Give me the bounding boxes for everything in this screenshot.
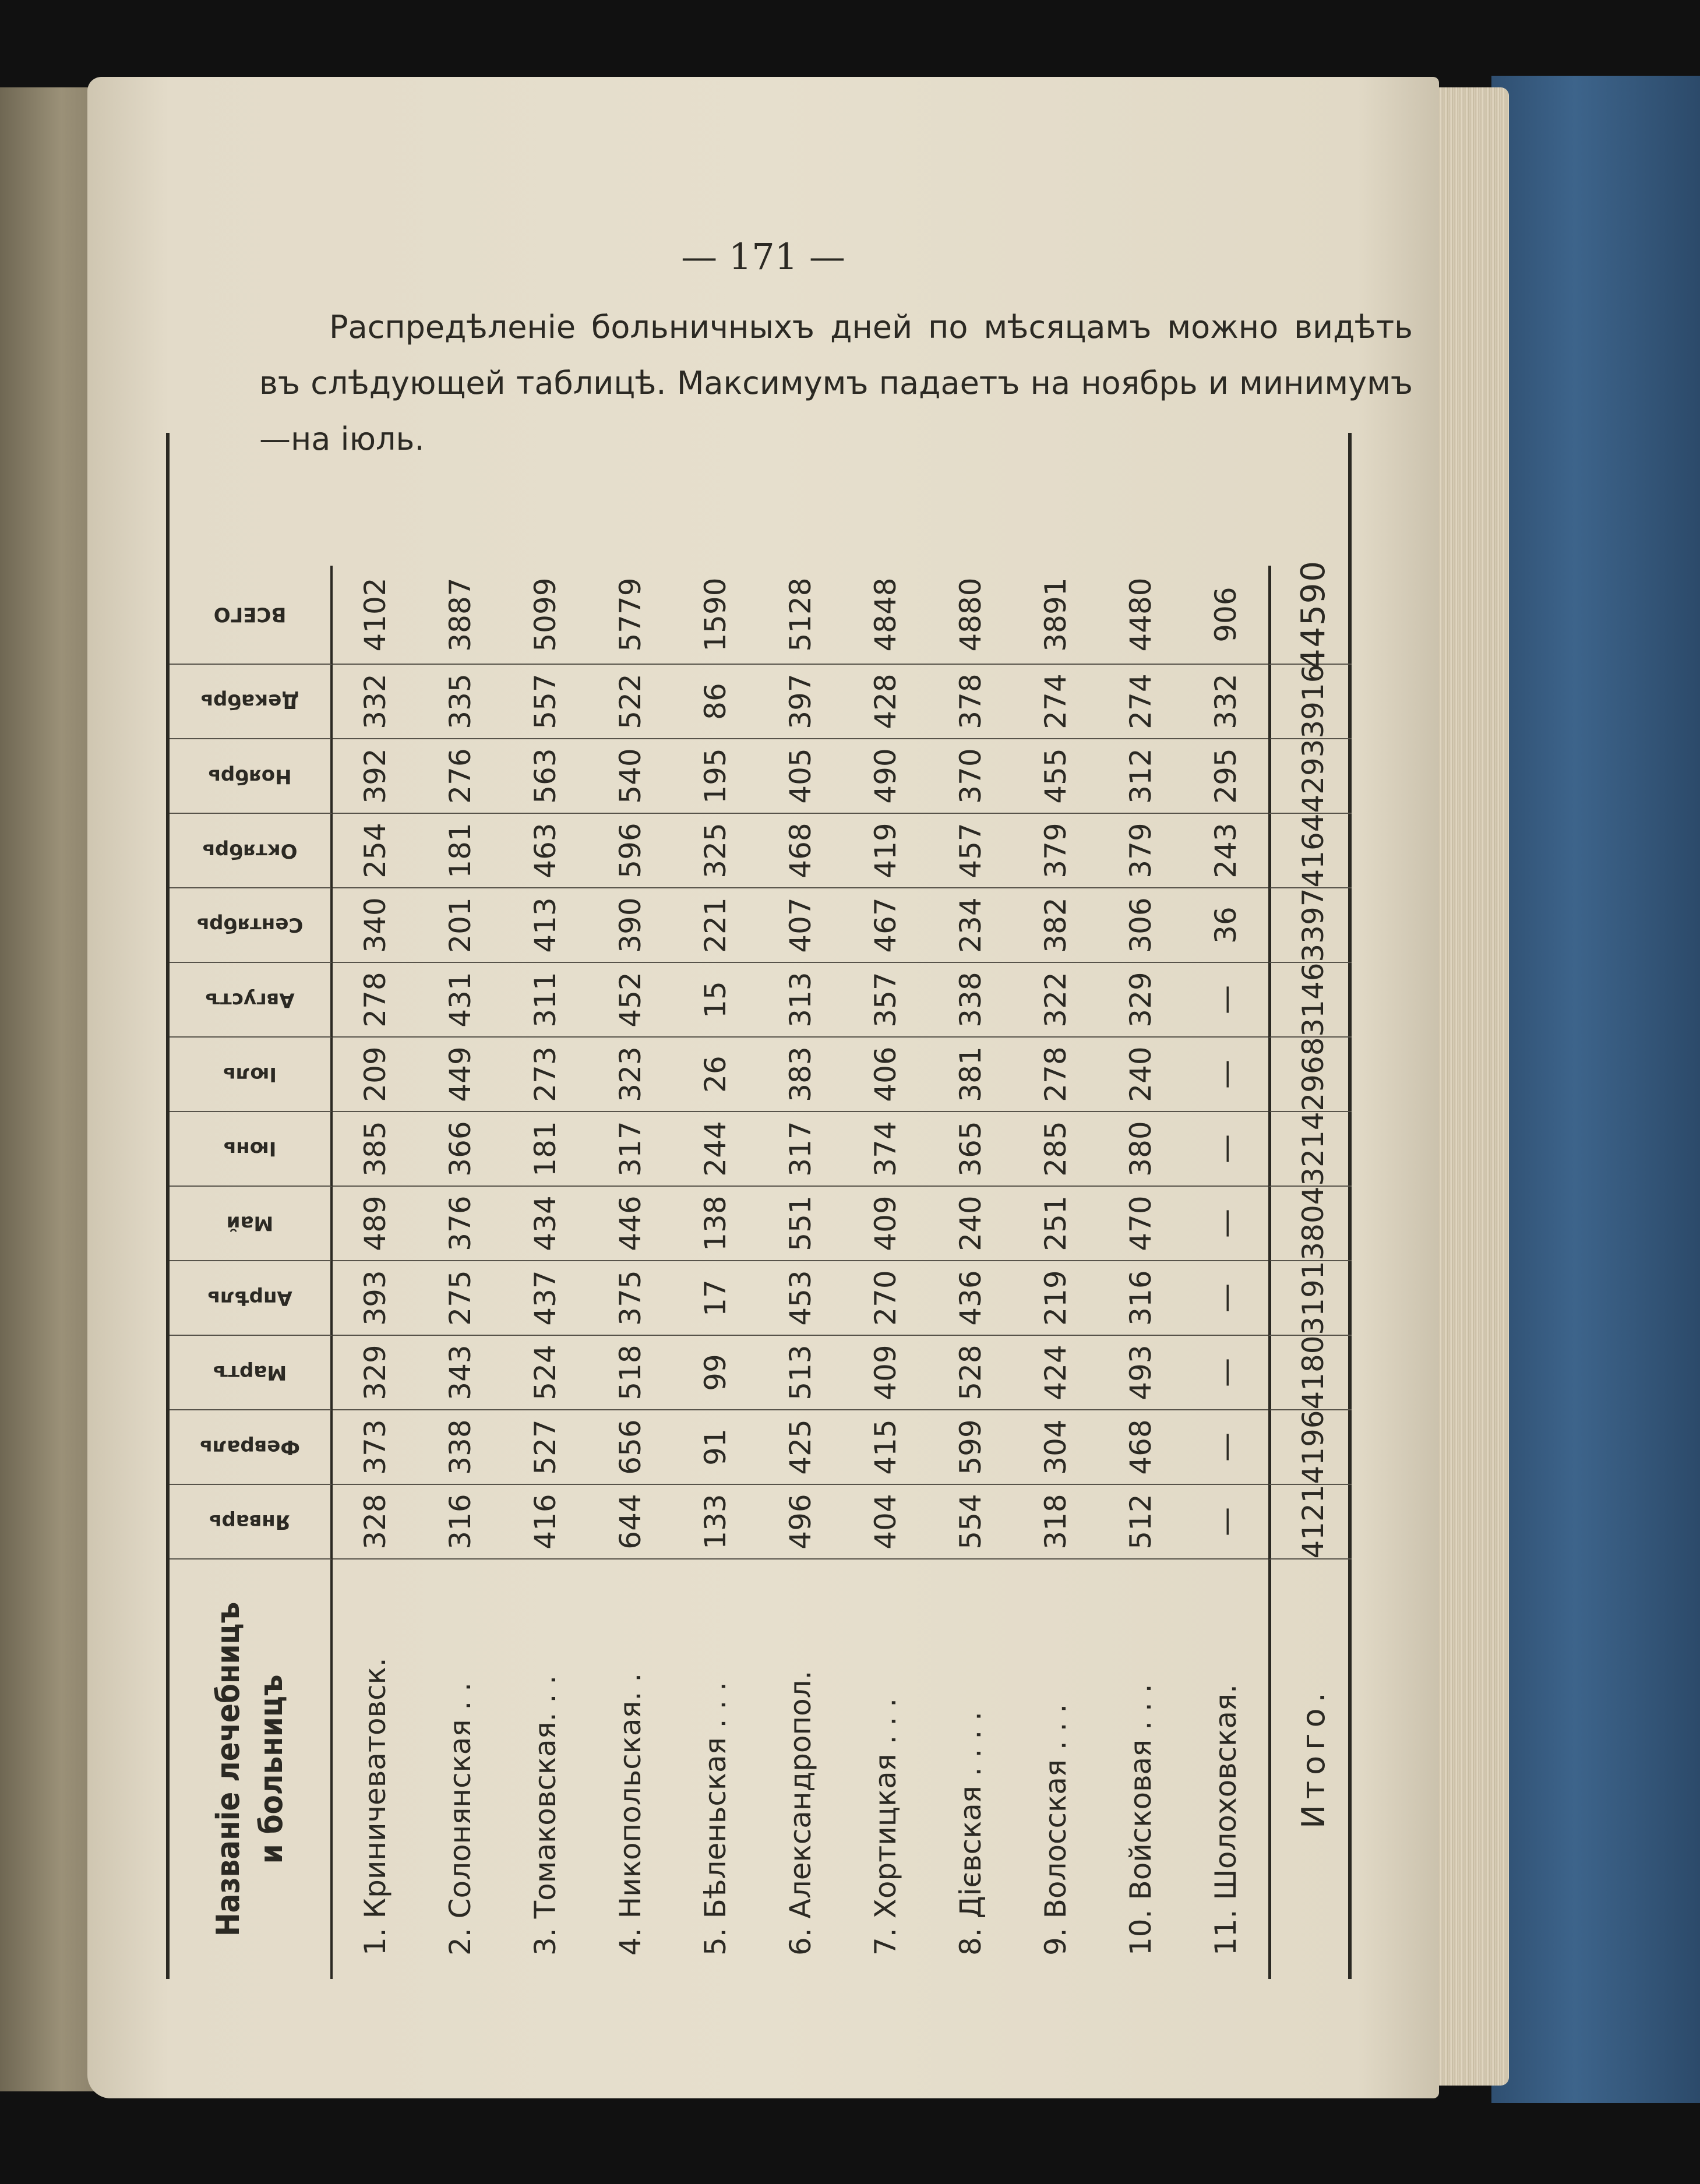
table-grid [166, 433, 1352, 1979]
row-name: 7. Хортицкая . . . [869, 1698, 902, 1956]
row-value: 322 [1013, 963, 1098, 1038]
row-value: 209 [333, 1038, 418, 1112]
row-value: 274 [1013, 665, 1098, 739]
totals-label: Итого. [1268, 1560, 1352, 1979]
header-month [170, 1410, 333, 1485]
row-value: 434 [503, 1187, 588, 1261]
row-value: 195 [673, 739, 758, 814]
row-value: 234 [928, 888, 1013, 963]
statistics-table [166, 432, 1352, 1979]
row-value: 397 [758, 665, 843, 739]
row-value: 405 [758, 739, 843, 814]
header-month-label: Февраль [200, 1435, 300, 1459]
row-value: 446 [588, 1187, 673, 1261]
row-value: 254 [333, 814, 418, 888]
header-name-line1: Названіе лечебницъ [210, 1601, 246, 1937]
row-value: 365 [928, 1112, 1013, 1187]
row-value: 181 [503, 1112, 588, 1187]
header-month [170, 1112, 333, 1187]
row-value: 379 [1098, 814, 1183, 888]
row-value: 374 [843, 1112, 928, 1187]
row-value: 540 [588, 739, 673, 814]
row-value: 91 [673, 1410, 758, 1485]
row-value: 15 [673, 963, 758, 1038]
row-value: — [1183, 1038, 1268, 1112]
row-value: 455 [1013, 739, 1098, 814]
header-month-label: Май [226, 1212, 274, 1236]
row-value: 219 [1013, 1261, 1098, 1336]
row-name: 5. Бѣленьская . . . [699, 1681, 732, 1956]
row-value: 437 [503, 1261, 588, 1336]
totals-value: 4293 [1268, 739, 1352, 814]
header-total-label: ВСЕГО [213, 603, 287, 627]
page-number: — 171 — [681, 235, 845, 278]
row-value: 343 [418, 1336, 503, 1410]
row-value: 338 [418, 1410, 503, 1485]
row-value: 407 [758, 888, 843, 963]
header-month-label: Декабрь [200, 690, 299, 713]
row-value: 240 [928, 1187, 1013, 1261]
row-value: 490 [843, 739, 928, 814]
header-month-label: Іюнь [223, 1137, 277, 1161]
row-value: 323 [588, 1038, 673, 1112]
row-value: 489 [333, 1187, 418, 1261]
header-month-label: Мартъ [213, 1361, 287, 1384]
row-value: 36 [1183, 888, 1268, 963]
header-month [170, 665, 333, 739]
row-value: 379 [1013, 814, 1098, 888]
row-value: 599 [928, 1410, 1013, 1485]
row-name: 8. Дієвская . . . . [954, 1711, 987, 1956]
row-value: 243 [1183, 814, 1268, 888]
row-value: 527 [503, 1410, 588, 1485]
row-value: 240 [1098, 1038, 1183, 1112]
row-value: 380 [1098, 1112, 1183, 1187]
row-value: 467 [843, 888, 928, 963]
row-value: 316 [1098, 1261, 1183, 1336]
row-value: 522 [588, 665, 673, 739]
row-value: 312 [1098, 739, 1183, 814]
intro-text: Распредѣленіе больничныхъ дней по мѣсяцамъ можно видѣть въ слѣдующей таблицѣ. Максимумъ падаетъ на ноябрь и минимумъ—на іюль. [259, 309, 1413, 457]
row-value: 278 [333, 963, 418, 1038]
header-month [170, 1187, 333, 1261]
book-cover [1491, 76, 1700, 2103]
row-value: 26 [673, 1038, 758, 1112]
row-value: 496 [758, 1485, 843, 1560]
row-value: 295 [1183, 739, 1268, 814]
totals-value: 4121 [1268, 1485, 1352, 1560]
row-value: 251 [1013, 1187, 1098, 1261]
row-value: — [1183, 1410, 1268, 1485]
row-value: 381 [928, 1038, 1013, 1112]
row-value: 551 [758, 1187, 843, 1261]
header-name-line2: и больницъ [253, 1674, 290, 1864]
row-value: 325 [673, 814, 758, 888]
header-month-label: Апрѣль [207, 1286, 292, 1310]
header-month-label: Августъ [205, 987, 295, 1011]
row-value: 275 [418, 1261, 503, 1336]
row-total: 4880 [928, 566, 1013, 665]
row-value: 181 [418, 814, 503, 888]
row-value: — [1183, 963, 1268, 1038]
header-month-label: Январь [209, 1510, 291, 1533]
row-value: 329 [1098, 963, 1183, 1038]
row-value: 318 [1013, 1485, 1098, 1560]
row-name: 1. Криничеватовск. [358, 1657, 392, 1956]
row-value: 376 [418, 1187, 503, 1261]
header-month [170, 963, 333, 1038]
grand-total: 44590 [1268, 566, 1352, 665]
row-value: 470 [1098, 1187, 1183, 1261]
totals-value: 4164 [1268, 814, 1352, 888]
row-value: 86 [673, 665, 758, 739]
totals-value: 4196 [1268, 1410, 1352, 1485]
row-value: 518 [588, 1336, 673, 1410]
row-value: 406 [843, 1038, 928, 1112]
row-value: 416 [503, 1485, 588, 1560]
row-value: 274 [1098, 665, 1183, 739]
totals-value: 3191 [1268, 1261, 1352, 1336]
header-month [170, 814, 333, 888]
row-value: 276 [418, 739, 503, 814]
row-value: 468 [1098, 1410, 1183, 1485]
row-value: 493 [1098, 1336, 1183, 1410]
row-value: 285 [1013, 1112, 1098, 1187]
row-value: 512 [1098, 1485, 1183, 1560]
row-value: 393 [333, 1261, 418, 1336]
header-month [170, 1038, 333, 1112]
row-name: 2. Солонянская . . [443, 1682, 477, 1956]
row-value: 528 [928, 1336, 1013, 1410]
row-value: 453 [758, 1261, 843, 1336]
row-value: 340 [333, 888, 418, 963]
row-value: 409 [843, 1187, 928, 1261]
totals-value: 3916 [1268, 665, 1352, 739]
header-month [170, 888, 333, 963]
row-value: 424 [1013, 1336, 1098, 1410]
row-value: 425 [758, 1410, 843, 1485]
row-value: 382 [1013, 888, 1098, 963]
row-value: 468 [758, 814, 843, 888]
row-value: 332 [1183, 665, 1268, 739]
header-month-label: Октябрь [202, 839, 298, 862]
row-value: 436 [928, 1261, 1013, 1336]
row-value: 99 [673, 1336, 758, 1410]
row-value: 524 [503, 1336, 588, 1410]
row-value: 306 [1098, 888, 1183, 963]
totals-value: 3146 [1268, 963, 1352, 1038]
row-name: 9. Волосская . . . [1039, 1703, 1073, 1956]
row-name: 4. Никопольская. . [613, 1673, 647, 1956]
row-total: 4848 [843, 566, 928, 665]
row-value: 457 [928, 814, 1013, 888]
header-month-label: Сентябрь [196, 913, 304, 937]
row-total: 3891 [1013, 566, 1098, 665]
row-value: 244 [673, 1112, 758, 1187]
previous-page-edge [0, 87, 102, 2091]
row-value: 378 [928, 665, 1013, 739]
row-value: 563 [503, 739, 588, 814]
row-value: 338 [928, 963, 1013, 1038]
row-value: — [1183, 1336, 1268, 1410]
row-total: 5779 [588, 566, 673, 665]
row-value: — [1183, 1112, 1268, 1187]
header-month [170, 1261, 333, 1336]
row-value: 449 [418, 1038, 503, 1112]
row-value: 596 [588, 814, 673, 888]
row-value: 413 [503, 888, 588, 963]
row-value: 383 [758, 1038, 843, 1112]
totals-value: 4180 [1268, 1336, 1352, 1410]
row-value: 644 [588, 1485, 673, 1560]
row-value: 138 [673, 1187, 758, 1261]
row-value: 370 [928, 739, 1013, 814]
totals-value: 3214 [1268, 1112, 1352, 1187]
header-month [170, 1485, 333, 1560]
row-value: 404 [843, 1485, 928, 1560]
row-total: 5128 [758, 566, 843, 665]
row-value: 201 [418, 888, 503, 963]
row-value: 656 [588, 1410, 673, 1485]
row-value: 428 [843, 665, 928, 739]
rotated-table [166, 432, 1352, 1979]
row-name: 11. Шолоховская. [1209, 1684, 1243, 1956]
header-month-label: Іюль [223, 1063, 277, 1086]
row-value: 452 [588, 963, 673, 1038]
row-value: 133 [673, 1485, 758, 1560]
row-value: 431 [418, 963, 503, 1038]
header-month-label: Ноябрь [208, 764, 292, 788]
row-name: 10. Войсковая . . . [1124, 1684, 1158, 1956]
totals-value: 3804 [1268, 1187, 1352, 1261]
row-value: 17 [673, 1261, 758, 1336]
row-value: — [1183, 1261, 1268, 1336]
row-value: 554 [928, 1485, 1013, 1560]
row-value: 317 [758, 1112, 843, 1187]
row-value: 375 [588, 1261, 673, 1336]
row-value: 409 [843, 1336, 928, 1410]
row-value: 328 [333, 1485, 418, 1560]
row-total: 5099 [503, 566, 588, 665]
row-value: 313 [758, 963, 843, 1038]
header-total [170, 566, 333, 665]
row-value: 366 [418, 1112, 503, 1187]
row-value: 415 [843, 1410, 928, 1485]
row-value: 463 [503, 814, 588, 888]
row-name: 3. Томаковская. . . [528, 1675, 562, 1956]
row-value: 329 [333, 1336, 418, 1410]
row-value: 270 [843, 1261, 928, 1336]
row-value: 385 [333, 1112, 418, 1187]
header-month [170, 1336, 333, 1410]
row-value: 221 [673, 888, 758, 963]
header-name-cell [170, 1560, 333, 1979]
row-value: 392 [333, 739, 418, 814]
row-name: 6. Александропол. [784, 1670, 817, 1956]
row-total: 1590 [673, 566, 758, 665]
row-value: 335 [418, 665, 503, 739]
row-value: 273 [503, 1038, 588, 1112]
row-value: 513 [758, 1336, 843, 1410]
totals-value: 2968 [1268, 1038, 1352, 1112]
row-value: — [1183, 1485, 1268, 1560]
row-value: 373 [333, 1410, 418, 1485]
row-total: 4480 [1098, 566, 1183, 665]
row-value: 304 [1013, 1410, 1098, 1485]
row-value: 316 [418, 1485, 503, 1560]
row-value: — [1183, 1187, 1268, 1261]
row-total: 3887 [418, 566, 503, 665]
row-value: 557 [503, 665, 588, 739]
row-value: 311 [503, 963, 588, 1038]
row-value: 317 [588, 1112, 673, 1187]
row-value: 357 [843, 963, 928, 1038]
totals-value: 3397 [1268, 888, 1352, 963]
row-total: 4102 [333, 566, 418, 665]
header-month [170, 739, 333, 814]
row-value: 278 [1013, 1038, 1098, 1112]
row-total: 906 [1183, 566, 1268, 665]
row-value: 390 [588, 888, 673, 963]
row-value: 419 [843, 814, 928, 888]
row-value: 332 [333, 665, 418, 739]
